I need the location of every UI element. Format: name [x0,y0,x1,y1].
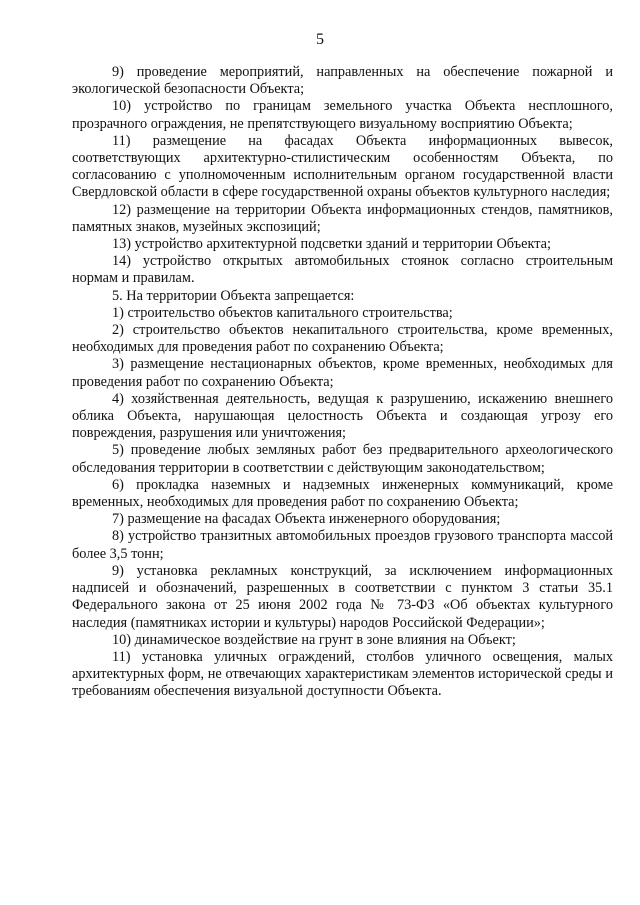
document-body [72,64,613,701]
prohibited-item-7: 7) размещение на фасадах Объекта инженерного оборудования; [112,511,501,528]
paragraph-item-13-lighting: 13) устройство архитектурной подсветки зданий и территории Объекта; [112,236,551,253]
prohibited-item-1: 1) строительство объектов капитального строительства; [112,304,453,321]
prohibited-item-9: 9) установка рекламных конструкций, за исключением информационных надписей и обозначений, разрешенных в соответствии с пунктом 3 статьи 35.1 Федерального закона от 25 июня 2002 года № 73-ФЗ «Об объектах культурного наследия (памятниках истории и культуры) народов Российской Федерации»; [72,562,613,631]
prohibited-item-11: 11) установка уличных ограждений, столбов уличного освещения, малых архитектурных форм, не отвечающих характеристикам элементов исторической среды и требованиям обеспечения визуальной доступности Объекта. [72,648,613,700]
page-number: 5 [316,31,324,48]
section-heading-prohibited: 5. На территории Объекта запрещается: [112,287,355,304]
paragraph-item-9-fire-safety: 9) проведение мероприятий, направленных на обеспечение пожарной и экологической безопасности Объекта; [72,64,613,98]
paragraph-item-12-stands: 12) размещение на территории Объекта информационных стендов, памятников, памятных знаков, музейных экспозиций; [72,201,613,235]
prohibited-item-10: 10) динамическое воздействие на грунт в зоне влияния на Объект; [112,631,516,648]
prohibited-item-8: 8) устройство транзитных автомобильных проездов грузового транспорта массой более 3,5 тонн; [72,528,613,562]
prohibited-item-4: 4) хозяйственная деятельность, ведущая к разрушению, искажению внешнего облика Объекта, нарушающая целостность Объекта и создающая угрозу его повреждения, разрушения или уничтожения; [72,390,613,442]
prohibited-item-6: 6) прокладка наземных и надземных инженерных коммуникаций, кроме временных, необходимых для проведения работ по сохранению Объекта; [72,476,613,511]
prohibited-item-3: 3) размещение нестационарных объектов, кроме временных, необходимых для проведения работ по сохранению Объекта; [72,356,613,390]
prohibited-item-2: 2) строительство объектов некапитального строительства, кроме временных, необходимых для проведения работ по сохранению Объекта; [72,322,613,356]
paragraph-item-14-parking: 14) устройство открытых автомобильных стоянок согласно строительным нормам и правилам. [72,253,613,287]
prohibited-item-5: 5) проведение любых земляных работ без предварительного археологического обследования территории в соответствии с действующим законодательством; [72,442,613,476]
paragraph-item-11-signs: 11) размещение на фасадах Объекта информационных вывесок, соответствующих архитектурно-стилистическим особенностям Объекта, по согласованию с уполномоченным исполнительным органом государственной власти Свердловской области в сфере государственной охраны объектов культурного наследия; [72,132,613,201]
paragraph-item-10-fence: 10) устройство по границам земельного участка Объекта несплошного, прозрачного ограждения, не препятствующего визуальному восприятию Объекта; [72,98,613,132]
